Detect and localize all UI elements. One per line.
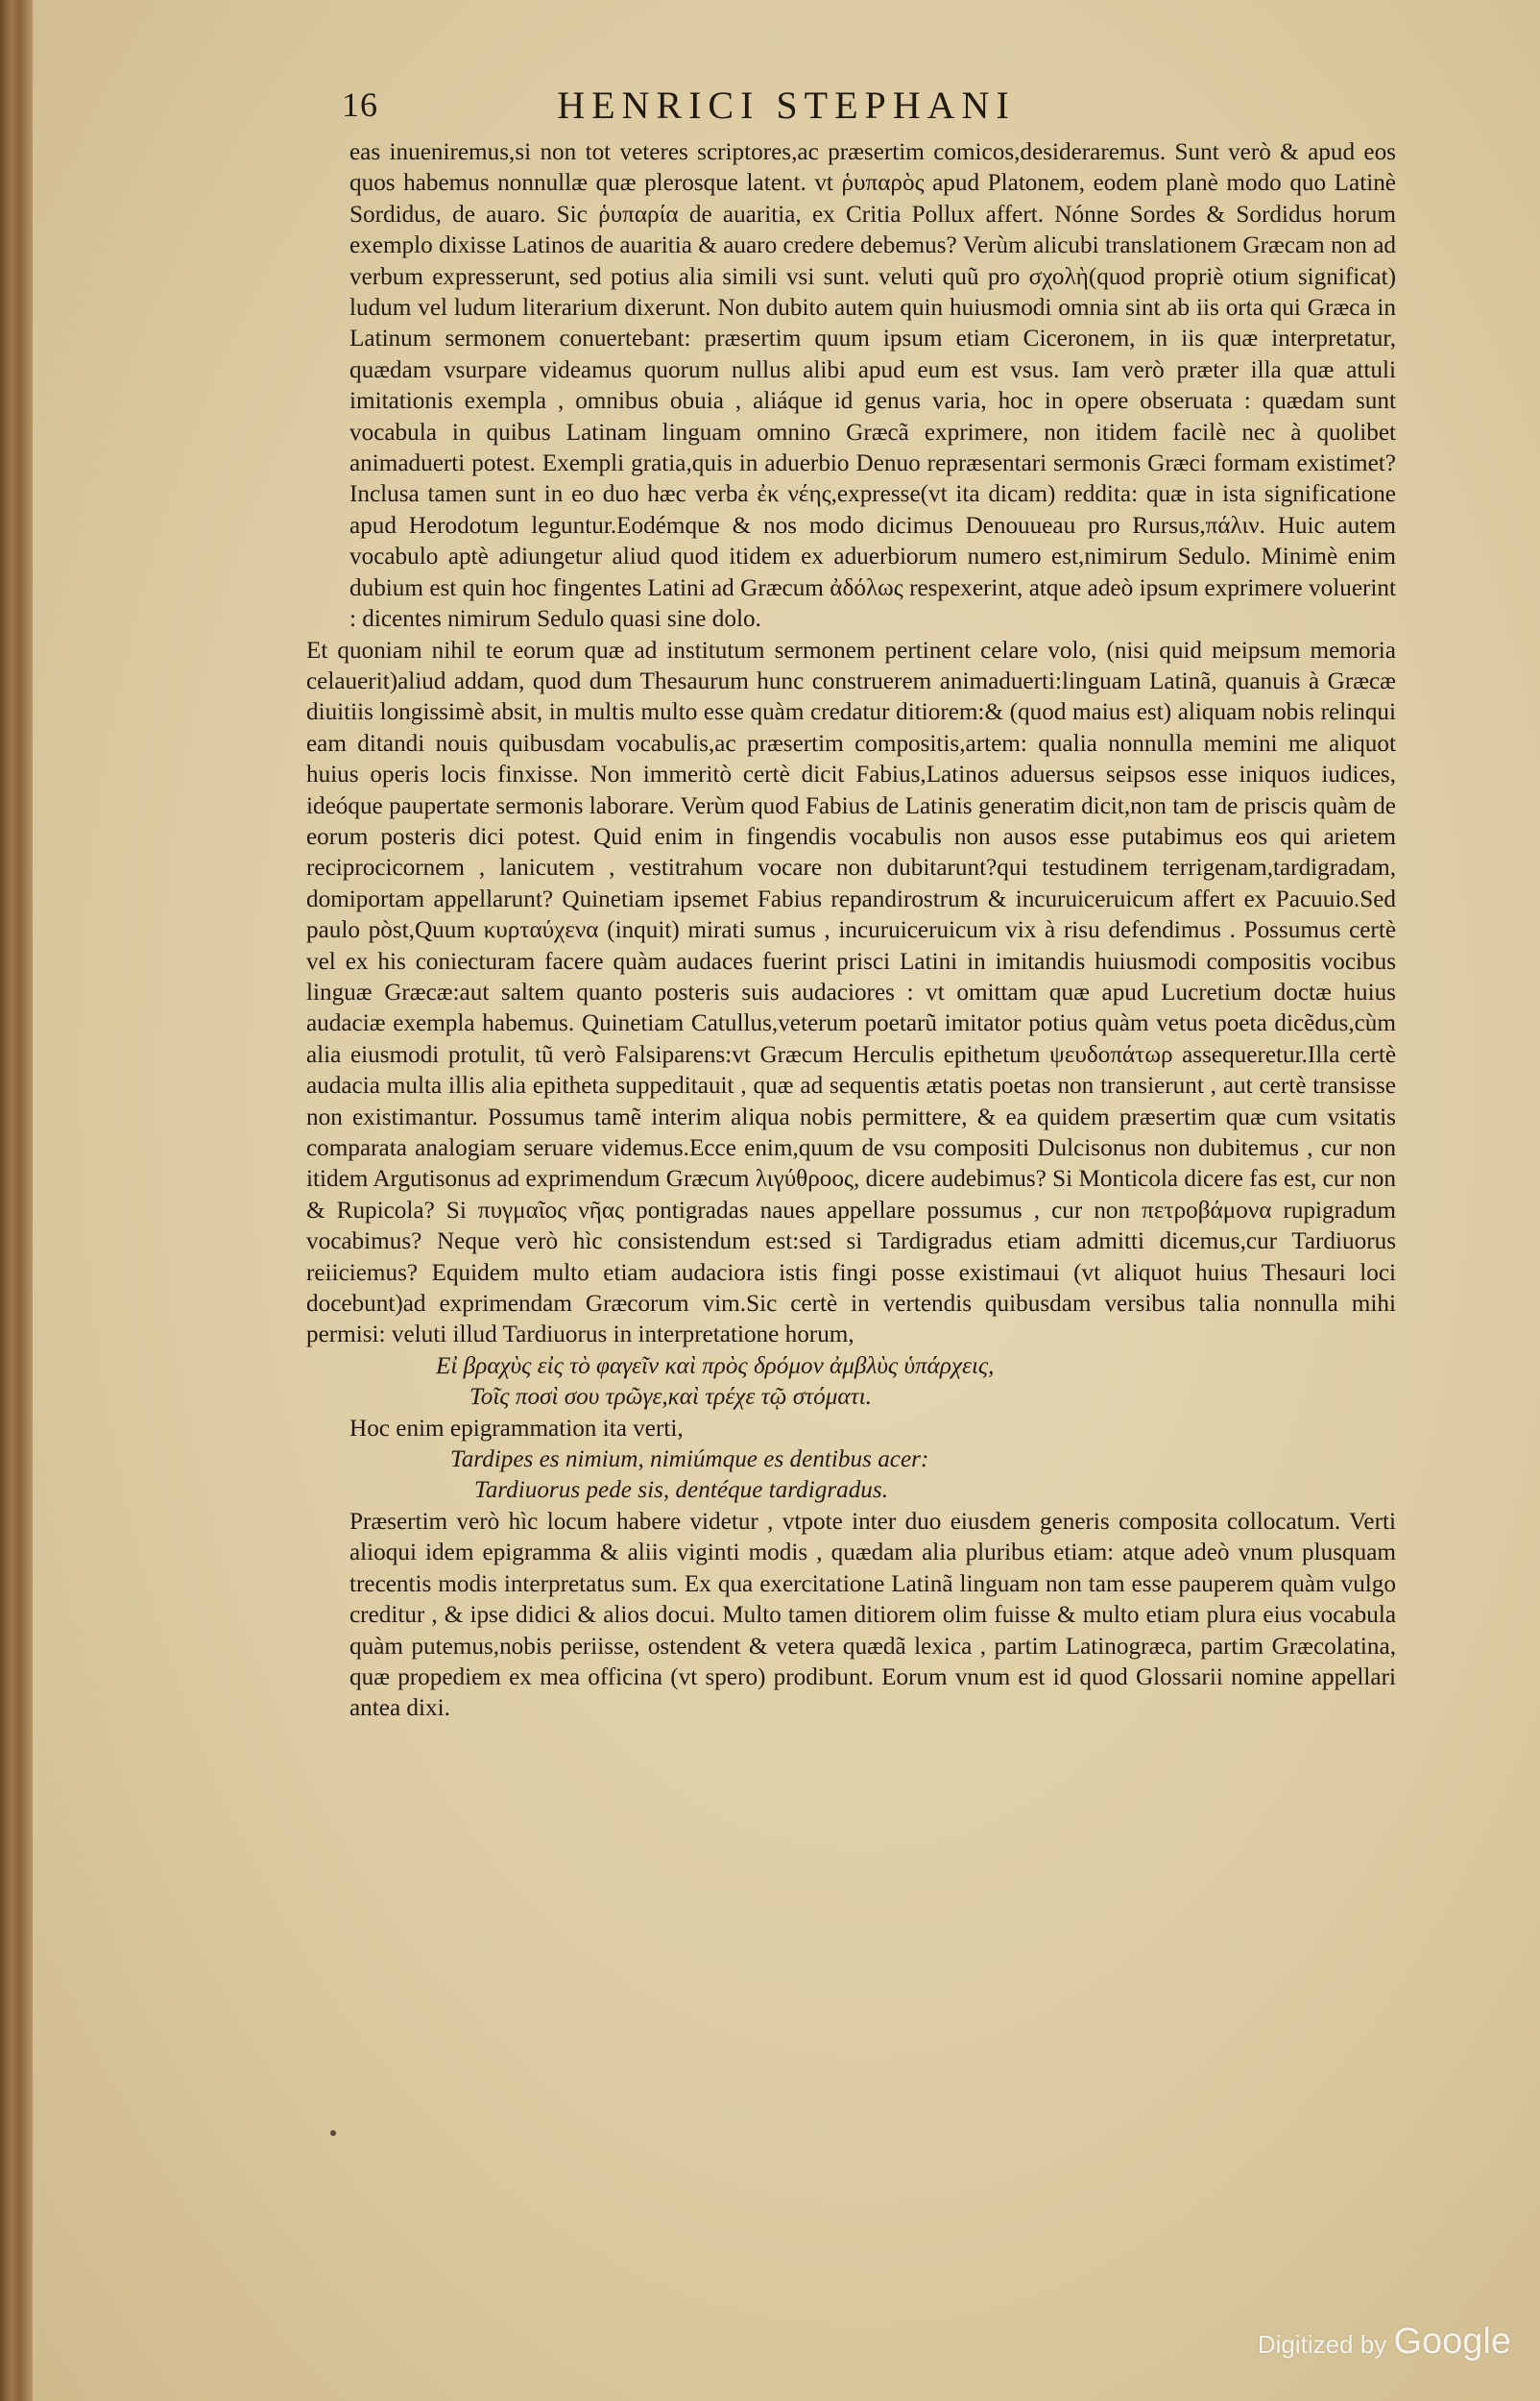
page-number: 16 — [342, 85, 378, 124]
ink-speck — [330, 2130, 336, 2136]
watermark-prefix: Digitized by — [1257, 2330, 1387, 2359]
greek-verse-2: Τοῖς ποσὶ σου τρῶγε,καὶ τρέχε τῷ στόματι. — [469, 1384, 872, 1411]
page-body — [306, 137, 1396, 1725]
book-binding-edge — [0, 0, 33, 2401]
paragraph-2: Et quoniam nihil te eorum quæ ad institutum sermonem pertinent celare volo, (nisi quid meipsum memoria celauerit)aliud addam, quod dum Thesaurum hunc construerem animaduerti:linguam Latinã, quanuis à Græcæ diuitiis longissimè absit, in multis multo esse quàm credatur ditiorem:& (quod maius est) aliquam nobis relinqui eam ditandi nouis quibusdam vocabulis,ac præsertim compositis,artem: qualia nonnulla memini me aliquot huius operis locis finxisse. Non immeritò certè dicit Fabius,Latinos aduersus seipsos esse iniquos iudices, ideóque paupertate sermonis laborare. Verùm quod Fabius de Latinis generatim dicit,non tam de priscis quàm de eorum posteris dici potest. Quid enim in fingendis vocabulis non ausos esse putabimus eos qui arietem reciprocicornem , lanicutem , vestitrahum vocare non dubitarunt?qui testudinem terrigenam,tardigradam, domiportam appellarunt? Quinetiam ipsemet Fabius repandirostrum & incuruiceruicum affert ex Pacuuio.Sed paulo pòst,Quum κυρταύχενα (inquit) mirati sumus , incuruiceruicum vix à risu defendimus . Possumus certè vel ex his coniecturam facere quàm audaces fuerint prisci Latini in imitandis huiusmodi compositis vocibus linguæ Græcæ:aut saltem quanto posteris suis audaciores : vt omittam quæ apud Lucretium doctæ huius audaciæ exempla habemus. Quinetiam Catullus,veterum poetarũ imitator potius quàm vetus poeta dicẽdus,cùm alia eiusmodi protulit, tũ verò Falsiparens:vt Græcum Herculis epithetum ψευδοπάτωρ assequeretur.Illa certè audacia multa illis alia epitheta suppeditauit , quæ ad sequentis ætatis poetas non transierunt , aut certè transisse non existimantur. Possumus tamẽ interim aliqua nobis permittere, & ea quidem præsertim quæ cum vsitatis comparata analogiam seruare videmus.Ecce enim,quum de vsu compositi Dulcisonus non dubitemus , cur non itidem Argutisonus ad exprimendum Græcum λιγύθροος, dicere audebimus? Si Monticola dicere fas est, cur non & Rupicola? Si πυγμαῖος νῆας pontigradas naues appellare possumus , cur non πετροβάμονα rupigradum vocabimus? Neque verò hìc consistendum est:sed si Tardigradus etiam admitti dicemus,cur Tardiuorus reiiciemus? Equidem multo etiam audaciora istis fingi posse existimaui (vt aliquot huius Thesauri loci docebunt)ad exprimendam Græcorum vim.Sic certè in vertendis quibusdam versibus talia nonnulla mihi permisi: veluti illud Tardiuorus in interpretatione horum, — [306, 637, 1396, 1348]
latin-verse-2: Tardiuorus pede sis, dentéque tardigradus. — [474, 1477, 889, 1504]
paragraph-1: eas inueniremus,si non tot veteres scriptores,ac præsertim comicos,desideraremus. Sunt verò & apud eos quos habemus nonnullæ quæ plerosque latent. vt ῥυπαρὸς apud Platonem, eodem planè modo quo Latinè Sordidus, de auaro. Sic ῥυπαρία de auaritia, ex Critia Pollux affert. Nónne Sordes & Sordidus horum exemplo dixisse Latinos de auaritia & auaro credere debemus? Verùm alicubi translationem Græcam non ad verbum expresserunt, sed potius alia simili vsi sunt. veluti quũ pro σχολὴ(quod propriè otium significat) ludum vel ludum literarium dixerunt. Non dubito autem quin huiusmodi omnia sint ab iis orta qui Græca in Latinum sermonem conuertebant: præsertim quum ipsum etiam Ciceronem, in iis quæ interpretatur, quædam vsurpare videamus quorum nullus alibi apud eum est vsus. Iam verò præter illa quæ attuli imitationis exempla , omnibus obuia , aliáque id genus varia, hoc in opere obseruata : quædam sunt vocabula in quibus Latinam linguam omnino Græcã exprimere, non itidem facilè nec à quolibet animaduerti potest. Exempli gratia,quis in aduerbio Denuo repræsentari sermonis Græci formam existimet? Inclusa tamen sunt in eo duo hæc verba ἐκ νέης,expresse(vt ita dicam) reddita: quæ in ista significatione apud Herodotum leguntur.Eodémque & nos modo dicimus Denouueau pro Rursus,πάλιν. Huic autem vocabulo aptè adiungetur aliud quod itidem ex aduerbiorum numero est,nimirum Sedulo. Minimè enim dubium est quin hoc fingentes Latini ad Græcum ἀδόλως respexerint, atque adeò ipsum exprimere voluerint : dicentes nimirum Sedulo quasi sine dolo. — [349, 139, 1396, 633]
paragraph-3: Præsertim verò hìc locum habere videtur , vtpote inter duo eiusdem generis composita collocatum. Verti alioqui idem epigramma & aliis viginti modis , quædam alia pluribus etiam: atque adeò vnum plusquam trecentis modis interpretatus sum. Ex qua exercitatione Latinã linguam non tam esse pauperem quàm vulgo creditur , & ipse didici & alios docui. Multo tamen ditiorem olim fuisse & multo etiam plura eius vocabula quàm putemus,nobis periisse, ostendent & vetera quædã lexica , partim Latinogræca, partim Græcolatina, quæ propediem ex mea officina (vt spero) prodibunt. Eorum vnum est id quod Glossarii nomine appellari antea dixi. — [349, 1508, 1396, 1722]
latin-verse-1: Tardipes es nimium, nimiúmque es dentibus acer: — [450, 1446, 929, 1473]
verse-intro-line: Hoc enim epigrammation ita verti, — [349, 1415, 684, 1442]
running-head: HENRICI STEPHANI — [557, 84, 1016, 127]
book-page — [33, 0, 1540, 2401]
google-watermark — [1258, 2321, 1511, 2363]
google-logo: Google — [1393, 2321, 1511, 2362]
greek-verse-1: Εἰ βραχὺς εἰς τὸ φαγεῖν καὶ πρὸς δρόμον ἀμβλὺς ὑπάρχεις, — [436, 1352, 995, 1379]
